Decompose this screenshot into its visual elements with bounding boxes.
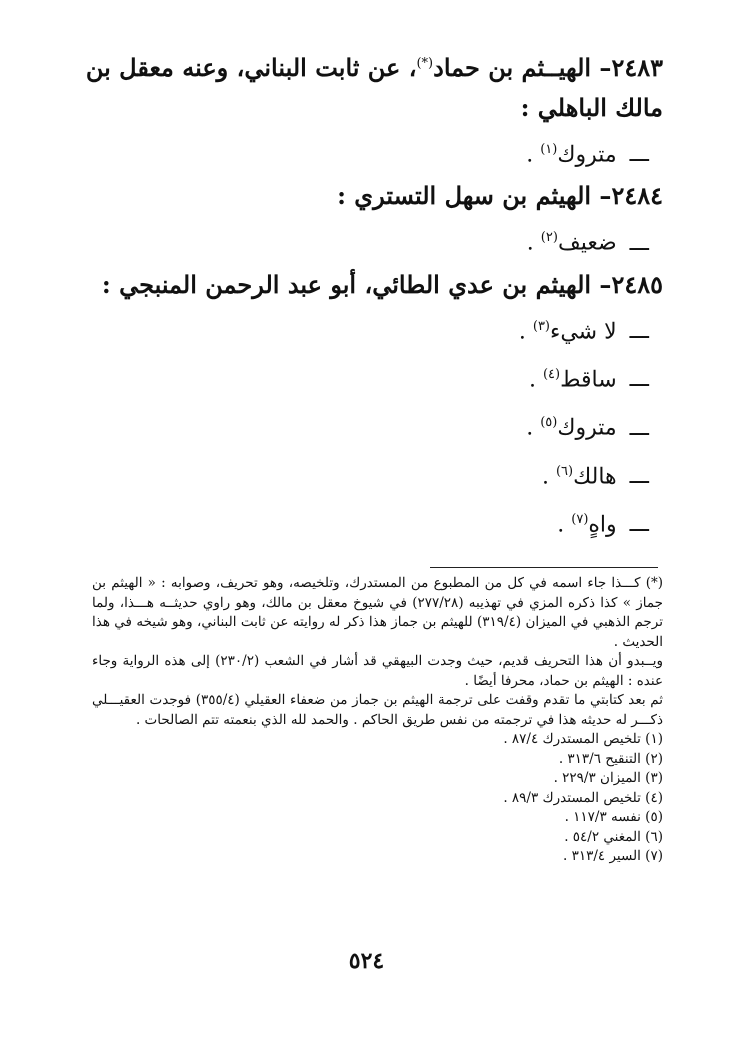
entry-title: ٢٤٨٣– الهيــثم بن حماد: [433, 53, 663, 82]
footnote-marker: (٧): [571, 511, 589, 527]
verdict-text: هالك: [573, 463, 617, 489]
footnote-marker: (٥): [540, 415, 558, 431]
verdict-text: ضعيف: [557, 230, 617, 256]
reference-item: (٧) السير ٣١٣/٤ .: [563, 848, 663, 864]
period: .: [518, 318, 526, 344]
reference-list: [92, 730, 663, 867]
footnote-marker: (٤): [542, 366, 561, 382]
verdict-text: ساقط: [560, 367, 617, 393]
verdict-line: [60, 128, 663, 176]
entry-heading: [60, 265, 663, 305]
verdict-text: متروك: [557, 142, 617, 168]
period: .: [526, 230, 534, 256]
footnote-marker: (٣): [532, 318, 550, 334]
verdict-line: [60, 450, 663, 498]
dash: ـــ: [629, 463, 649, 489]
verdict-line: [60, 353, 663, 401]
period: .: [528, 367, 536, 393]
verdict-text: متروك: [557, 415, 617, 441]
dash: ـــ: [629, 367, 649, 393]
footnote-divider: [430, 567, 658, 568]
dash: ـــ: [629, 512, 649, 538]
verdict-text: لا شيء: [550, 318, 617, 344]
reference-item: (٢) التنقيح ٣١٣/٦ .: [558, 750, 663, 767]
entry-title-rest: ، عن ثابت البناني، وعنه معقل بن مالك الباهلي :: [85, 53, 663, 122]
dash: ـــ: [629, 142, 649, 168]
verdict-text: واهٍ: [588, 512, 617, 538]
reference-item: (٥) نفسه ١١٧/٣ .: [564, 809, 663, 825]
verdict-line: [60, 498, 663, 546]
period: .: [541, 463, 549, 489]
entry-heading: [60, 44, 663, 128]
period: .: [526, 142, 534, 168]
footnote-marker: (*): [416, 56, 434, 71]
footnote-marker: (١): [540, 142, 558, 157]
footnotes-section: [92, 574, 663, 867]
verdict-line: [60, 216, 663, 264]
reference-item: (٣) الميزان ٢٢٩/٣ .: [553, 770, 663, 786]
entry-title: ٢٤٨٥– الهيثم بن عدي الطائي، أبو عبد الرحمن المنبجي :: [101, 269, 663, 299]
verdict-line: [60, 305, 663, 353]
entry-heading: [60, 176, 663, 216]
period: .: [557, 512, 565, 538]
footnote-marker: (٦): [555, 463, 574, 479]
footnote-paragraph: ويــبدو أن هذا التحريف قديم، حيث وجدت البيهقي قد أشار في الشعب (٢٣٠/٢) إلى هذه الرواية وجاء عنده : الهيثم بن حماد، محرفا أيضًا .: [92, 653, 663, 689]
entry-title: ٢٤٨٤– الهيثم بن سهل التستري :: [337, 181, 663, 211]
verdict-line: [60, 401, 663, 449]
page-number: ٥٢٤: [348, 948, 385, 974]
footnote-paragraph: ثم بعد كتابتي ما تقدم وقفت على ترجمة الهيثم بن جماز من ضعفاء العقيلي (٣٥٥/٤) فوجدت العقيـــلي ذكـــر له حديثه هذا في ترجمته من نفس طريق الحاكم . والحمد لله الذي بنعمته تتم الصالحات .: [92, 692, 663, 728]
reference-item: (٦) المغني ٥٤/٢ .: [564, 828, 663, 845]
footnote-paragraph: (*) كـــذا جاء اسمه في كل من المطبوع من المستدرك، وتلخيصه، وهو تحريف، وصوابه : « الهيثم بن جماز » كذا ذكره المزي في تهذيبه (٢٧٧/٢٨) في شيوخ معقل بن مالك، وهو راوي حديثــه هـــذا، ولما ترجم الذهبي في الميزان (٣١٩/٤) للهيثم بن جماز هذا ذكر له روايته عن ثابت البناني، وهو شيخه في هذا الحديث .: [92, 575, 663, 650]
dash: ـــ: [629, 318, 649, 344]
reference-item: (١) تلخيص المستدرك ٨٧/٤ .: [503, 731, 663, 747]
footnote-marker: (٢): [540, 230, 558, 246]
period: .: [526, 415, 534, 441]
reference-item: (٤) تلخيص المستدرك ٨٩/٣ .: [503, 789, 663, 806]
dash: ـــ: [629, 230, 649, 256]
dash: ـــ: [629, 415, 649, 441]
entries-section: [60, 44, 663, 546]
